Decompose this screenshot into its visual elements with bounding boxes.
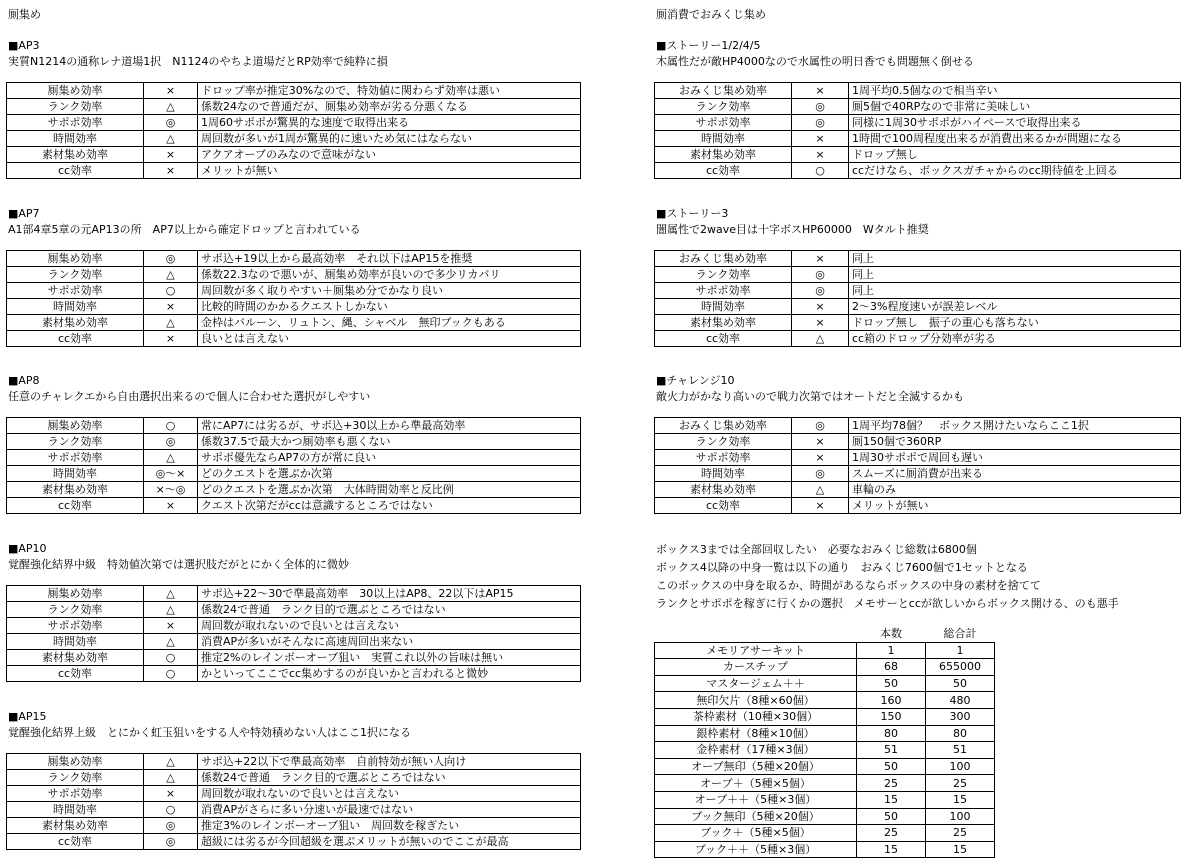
table-row — [655, 791, 995, 808]
table-row — [655, 808, 995, 825]
table-row — [7, 283, 581, 299]
item-total: 50 — [926, 675, 995, 692]
table-row — [7, 131, 581, 147]
rating-mark: ○ — [144, 418, 198, 434]
row-label: 素材集め効率 — [7, 147, 144, 163]
rating-mark: × — [792, 450, 849, 466]
row-comment: 1時間で100周程度出来るが消費出来るかが問題になる — [849, 131, 1181, 147]
row-comment: 係数37.5で最大かつ厠効率も悪くない — [198, 434, 581, 450]
item-total: 51 — [926, 742, 995, 759]
table-row — [7, 650, 581, 666]
rating-mark: × — [792, 498, 849, 514]
table-row — [655, 163, 1181, 179]
row-comment: 周回数が多いが1周が驚異的に速いため気にはならない — [198, 131, 581, 147]
row-label: ランク効率 — [7, 434, 144, 450]
left-column-title: 厠集め — [8, 8, 41, 21]
rating-mark: △ — [792, 331, 849, 347]
rating-mark: × — [792, 315, 849, 331]
row-label: cc効率 — [7, 331, 144, 347]
item-name: カースチップ — [655, 659, 857, 676]
right-section — [654, 38, 1181, 179]
table-row — [655, 659, 995, 676]
row-comment: 厠5個で40RPなので非常に美味しい — [849, 99, 1181, 115]
rating-mark: △ — [144, 267, 198, 283]
efficiency-table — [6, 753, 581, 850]
row-comment: 2～3%程度速いが誤差レベル — [849, 299, 1181, 315]
section-description: 任意のチャレクエから自由選択出来るので個人に合わせた選択がしやすい — [8, 390, 371, 403]
item-count: 15 — [857, 841, 926, 858]
item-count: 15 — [857, 791, 926, 808]
table-row — [7, 482, 581, 498]
rating-mark: ×～◎ — [144, 482, 198, 498]
rating-mark: ◎ — [792, 466, 849, 482]
table-row — [655, 825, 995, 842]
row-label: 厠集め効率 — [7, 754, 144, 770]
row-comment: アクアオーブのみなので意味がない — [198, 147, 581, 163]
row-comment: 1周60サポポが驚異的な速度で取得出来る — [198, 115, 581, 131]
rating-mark: △ — [144, 602, 198, 618]
item-total: 480 — [926, 692, 995, 709]
row-label: ランク効率 — [7, 99, 144, 115]
table-row — [655, 267, 1181, 283]
row-comment: 周回数が取れないので良いとは言えない — [198, 618, 581, 634]
row-label: 素材集め効率 — [655, 482, 792, 498]
rating-mark: × — [144, 299, 198, 315]
row-comment: 消費APがさらに多い分速いが最速ではない — [198, 802, 581, 818]
table-row — [7, 83, 581, 99]
row-comment: サポポ優先ならAP7の方が常に良い — [198, 450, 581, 466]
row-comment: cc箱のドロップ分効率が劣る — [849, 331, 1181, 347]
row-label: 厠集め効率 — [7, 83, 144, 99]
rating-mark: ◎ — [144, 115, 198, 131]
row-comment: サポ込+22～30で準最高効率 30以上はAP8、22以下はAP15 — [198, 586, 581, 602]
section-description: 覚醒強化結界上級 とにかく虹玉狙いをする人や特効積めない人はここ1択になる — [8, 726, 411, 739]
section-description: A1部4章5章の元AP13の所 AP7以上から確定ドロップと言われている — [8, 223, 361, 236]
row-label: cc効率 — [7, 163, 144, 179]
rating-mark: ◎ — [792, 267, 849, 283]
right-column-title: 厠消費でおみくじ集め — [656, 8, 766, 21]
note-line: ランクとサポポを稼ぎに行くかの選択 メモサーとccが欲しいからボックス開ける、のも悪手 — [656, 597, 1119, 610]
rating-mark: × — [144, 83, 198, 99]
row-comment: 1周平均0.5個なので相当辛い — [849, 83, 1181, 99]
row-comment: 厠150個で360RP — [849, 434, 1181, 450]
item-total: 100 — [926, 758, 995, 775]
table-row — [7, 602, 581, 618]
row-comment: メリットが無い — [849, 498, 1181, 514]
item-name: 銀枠素材（8種×10個） — [655, 725, 857, 742]
row-comment: ドロップ率が推定30%なので、特効値に関わらず効率は悪い — [198, 83, 581, 99]
efficiency-table — [6, 250, 581, 347]
table-row — [655, 115, 1181, 131]
left-section — [6, 38, 581, 179]
row-comment: 良いとは言えない — [198, 331, 581, 347]
rating-mark: △ — [144, 586, 198, 602]
section-heading: ■ストーリー1/2/4/5 — [656, 39, 761, 52]
row-label: 素材集め効率 — [7, 315, 144, 331]
rating-mark: △ — [144, 315, 198, 331]
table-row — [7, 315, 581, 331]
item-name: 金枠素材（17種×3個） — [655, 742, 857, 759]
table-row — [7, 163, 581, 179]
note-line: ボックス4以降の中身一覧は以下の通り おみくじ7600個で1セットとなる — [656, 561, 1028, 574]
row-comment: 金枠はバルーン、リュトン、縄、シャベル 無印ブックもある — [198, 315, 581, 331]
row-comment: ドロップ無し — [849, 147, 1181, 163]
row-label: cc効率 — [7, 834, 144, 850]
rating-mark: ◎ — [792, 115, 849, 131]
rating-mark: × — [792, 131, 849, 147]
item-total: 15 — [926, 841, 995, 858]
rating-mark: △ — [144, 754, 198, 770]
row-comment: サポ込+22以下で準最高効率 自前特効が無い人向け — [198, 754, 581, 770]
item-total: 100 — [926, 808, 995, 825]
rating-mark: △ — [792, 482, 849, 498]
item-total: 655000 — [926, 659, 995, 676]
row-label: cc効率 — [7, 666, 144, 682]
item-count: 50 — [857, 758, 926, 775]
row-comment: 周回数が取れないので良いとは言えない — [198, 786, 581, 802]
left-section — [6, 541, 581, 682]
table-row — [7, 586, 581, 602]
row-label: おみくじ集め効率 — [655, 83, 792, 99]
row-label: 素材集め効率 — [655, 315, 792, 331]
item-count: 50 — [857, 675, 926, 692]
table-row — [655, 692, 995, 709]
row-comment: 係数24で普通 ランク目的で選ぶところではない — [198, 770, 581, 786]
row-label: 時間効率 — [7, 131, 144, 147]
rating-mark: × — [792, 147, 849, 163]
row-label: サポポ効率 — [7, 786, 144, 802]
item-count: 25 — [857, 775, 926, 792]
row-comment: 1周平均78個？ ボックス開けたいならここ1択 — [849, 418, 1181, 434]
table-row — [655, 482, 1181, 498]
item-total: 80 — [926, 725, 995, 742]
row-label: 素材集め効率 — [7, 650, 144, 666]
table-row — [7, 466, 581, 482]
row-comment: スムーズに厠消費が出来る — [849, 466, 1181, 482]
row-label: 時間効率 — [655, 466, 792, 482]
row-label: 厠集め効率 — [7, 251, 144, 267]
item-total: 15 — [926, 791, 995, 808]
rating-mark: × — [144, 147, 198, 163]
row-label: ランク効率 — [655, 434, 792, 450]
row-comment: どのクエストを選ぶか次第 大体時間効率と反比例 — [198, 482, 581, 498]
table-row — [655, 283, 1181, 299]
table-row — [655, 99, 1181, 115]
item-count: 160 — [857, 692, 926, 709]
item-total: 25 — [926, 825, 995, 842]
row-label: cc効率 — [655, 331, 792, 347]
item-name: 茶枠素材（10種×30個） — [655, 708, 857, 725]
header-blank — [655, 626, 857, 642]
rating-mark: × — [792, 434, 849, 450]
table-row — [7, 115, 581, 131]
section-description: 木属性だが敵HP4000なので水属性の明日香でも問題無く倒せる — [656, 55, 974, 68]
rating-mark: ◎ — [144, 818, 198, 834]
section-heading: ■AP10 — [8, 542, 47, 555]
row-label: サポポ効率 — [655, 115, 792, 131]
item-count: 25 — [857, 825, 926, 842]
row-comment: 推定3%のレインボーオーブ狙い 周回数を稼ぎたい — [198, 818, 581, 834]
item-total: 25 — [926, 775, 995, 792]
rating-mark: ◎ — [792, 418, 849, 434]
row-comment: 超級には劣るが今回超級を選ぶメリットが無いのでここが最高 — [198, 834, 581, 850]
item-total: 1 — [926, 642, 995, 659]
row-comment: 1周30サポポで周回も遅い — [849, 450, 1181, 466]
table-row — [655, 299, 1181, 315]
table-row — [655, 331, 1181, 347]
left-section — [6, 373, 581, 514]
row-label: 時間効率 — [7, 802, 144, 818]
row-label: サポポ効率 — [655, 283, 792, 299]
section-heading: ■AP3 — [8, 39, 40, 52]
rating-mark: △ — [144, 770, 198, 786]
table-row — [655, 315, 1181, 331]
efficiency-table — [6, 585, 581, 682]
rating-mark: ◎ — [144, 834, 198, 850]
row-label: サポポ効率 — [7, 115, 144, 131]
section-description: 闇属性で2wave目は十字ボスHP60000 Wタルト推奨 — [656, 223, 929, 236]
row-label: 素材集め効率 — [7, 482, 144, 498]
section-heading: ■AP8 — [8, 374, 40, 387]
row-comment: 同上 — [849, 267, 1181, 283]
row-label: おみくじ集め効率 — [655, 418, 792, 434]
row-comment: 比較的時間のかかるクエストしかない — [198, 299, 581, 315]
rating-mark: ○ — [792, 163, 849, 179]
table-row — [7, 618, 581, 634]
right-section — [654, 373, 1181, 514]
row-label: サポポ効率 — [7, 450, 144, 466]
row-label: ランク効率 — [7, 770, 144, 786]
rating-mark: △ — [144, 634, 198, 650]
table-row — [7, 634, 581, 650]
row-label: 時間効率 — [655, 299, 792, 315]
item-name: 無印欠片（8種×60個） — [655, 692, 857, 709]
row-comment: 常にAP7には劣るが、サポ込+30以上から準最高効率 — [198, 418, 581, 434]
row-label: 時間効率 — [7, 634, 144, 650]
row-label: 厠集め効率 — [7, 586, 144, 602]
table-row — [7, 434, 581, 450]
section-heading: ■チャレンジ10 — [656, 374, 735, 387]
section-heading: ■ストーリー3 — [656, 207, 729, 220]
rating-mark: × — [792, 251, 849, 267]
table-row — [7, 418, 581, 434]
left-section — [6, 709, 581, 850]
table-row — [655, 642, 995, 659]
row-comment: 車輪のみ — [849, 482, 1181, 498]
table-row — [7, 786, 581, 802]
table-row — [655, 775, 995, 792]
efficiency-table — [6, 417, 581, 514]
table-row — [655, 498, 1181, 514]
table-row — [655, 418, 1181, 434]
table-row — [7, 834, 581, 850]
row-comment: どのクエストを選ぶか次第 — [198, 466, 581, 482]
row-comment: 消費APが多いがそんなに高速周回出来ない — [198, 634, 581, 650]
item-name: メモリアサーキット — [655, 642, 857, 659]
item-name: ブック無印（5種×20個） — [655, 808, 857, 825]
rating-mark: × — [792, 299, 849, 315]
item-count: 1 — [857, 642, 926, 659]
row-label: サポポ効率 — [7, 618, 144, 634]
note-line: ボックス3までは全部回収したい 必要なおみくじ総数は6800個 — [656, 543, 977, 556]
row-label: 厠集め効率 — [7, 418, 144, 434]
rating-mark: △ — [144, 99, 198, 115]
row-comment: 同上 — [849, 283, 1181, 299]
item-count: 68 — [857, 659, 926, 676]
row-comment: 同様に1周30サポポがハイペースで取得出来る — [849, 115, 1181, 131]
left-section — [6, 206, 581, 347]
row-comment: 同上 — [849, 251, 1181, 267]
right-section — [654, 206, 1181, 347]
table-row — [7, 147, 581, 163]
header-total: 総合計 — [926, 626, 995, 642]
rating-mark: × — [144, 331, 198, 347]
table-row — [655, 708, 995, 725]
row-comment: サポ込+19以上から最高効率 それ以下はAP15を推奨 — [198, 251, 581, 267]
row-comment: ccだけなら、ボックスガチャからのcc期待値を上回る — [849, 163, 1181, 179]
item-name: オーブ＋＋（5種×3個） — [655, 791, 857, 808]
table-row — [7, 770, 581, 786]
row-comment: クエスト次第だがccは意識するところではない — [198, 498, 581, 514]
rating-mark: × — [792, 83, 849, 99]
rating-mark: ◎ — [792, 283, 849, 299]
table-row — [7, 450, 581, 466]
row-comment: 係数22.3なので悪いが、厠集め効率が良いので多少リカバリ — [198, 267, 581, 283]
section-description: 敵火力がかなり高いので戦力次第ではオートだと全滅するかも — [656, 390, 964, 403]
header-count: 本数 — [857, 626, 926, 642]
table-row — [655, 251, 1181, 267]
row-label: 時間効率 — [7, 466, 144, 482]
row-label: サポポ効率 — [7, 283, 144, 299]
rating-mark: ○ — [144, 283, 198, 299]
row-label: cc効率 — [655, 498, 792, 514]
row-label: ランク効率 — [7, 602, 144, 618]
row-label: おみくじ集め効率 — [655, 251, 792, 267]
rating-mark: ◎ — [792, 99, 849, 115]
item-count: 50 — [857, 808, 926, 825]
rating-mark: × — [144, 618, 198, 634]
row-comment: 周回数が多く取りやすい＋厠集め分でかなり良い — [198, 283, 581, 299]
rating-mark: ◎～× — [144, 466, 198, 482]
item-name: オーブ無印（5種×20個） — [655, 758, 857, 775]
rating-mark: △ — [144, 450, 198, 466]
row-label: 時間効率 — [655, 131, 792, 147]
table-row — [655, 450, 1181, 466]
row-label: ランク効率 — [655, 99, 792, 115]
table-row — [7, 99, 581, 115]
table-row — [655, 675, 995, 692]
table-row — [7, 331, 581, 347]
table-row — [7, 666, 581, 682]
rating-mark: ◎ — [144, 434, 198, 450]
table-row — [655, 147, 1181, 163]
efficiency-table — [654, 250, 1181, 347]
table-row — [655, 758, 995, 775]
table-row — [655, 83, 1181, 99]
row-comment: 推定2%のレインボーオーブ狙い 実質これ以外の旨味は無い — [198, 650, 581, 666]
note-line: このボックスの中身を取るか、時間があるならボックスの中身の素材を捨てて — [656, 579, 1041, 592]
table-row — [655, 466, 1181, 482]
rating-mark: × — [144, 786, 198, 802]
rating-mark: △ — [144, 131, 198, 147]
rating-mark: ○ — [144, 650, 198, 666]
item-name: オーブ＋（5種×5個） — [655, 775, 857, 792]
table-row — [7, 818, 581, 834]
row-label: ランク効率 — [655, 267, 792, 283]
row-label: cc効率 — [7, 498, 144, 514]
section-description: 覚醒強化結界中級 特効値次第では選択肢だがとにかく全体的に微妙 — [8, 558, 349, 571]
table-row — [655, 841, 995, 858]
item-total: 300 — [926, 708, 995, 725]
rating-mark: × — [144, 163, 198, 179]
item-name: ブック＋（5種×5個） — [655, 825, 857, 842]
box-notes — [654, 541, 1119, 613]
table-row — [7, 251, 581, 267]
row-label: 素材集め効率 — [655, 147, 792, 163]
row-label: ランク効率 — [7, 267, 144, 283]
section-description: 実質N1214の通称レナ道場1択 N1124のやちよ道場だとRP効率で純粋に損 — [8, 55, 388, 68]
table-row — [7, 267, 581, 283]
efficiency-table — [654, 82, 1181, 179]
table-row — [7, 299, 581, 315]
table-row — [7, 802, 581, 818]
item-name: マスタージェム＋＋ — [655, 675, 857, 692]
row-comment: かといってここでcc集めするのが良いかと言われると微妙 — [198, 666, 581, 682]
row-comment: ドロップ無し 振子の重心も落ちない — [849, 315, 1181, 331]
item-count: 150 — [857, 708, 926, 725]
rating-mark: ○ — [144, 802, 198, 818]
section-heading: ■AP15 — [8, 710, 47, 723]
efficiency-table — [6, 82, 581, 179]
table-row — [655, 725, 995, 742]
table-row — [655, 131, 1181, 147]
table-row — [655, 434, 1181, 450]
box-contents-table — [654, 626, 995, 858]
table-row — [655, 742, 995, 759]
row-comment: メリットが無い — [198, 163, 581, 179]
item-name: ブック＋＋（5種×3個） — [655, 841, 857, 858]
table-header-row — [655, 626, 995, 642]
row-label: サポポ効率 — [655, 450, 792, 466]
row-label: 時間効率 — [7, 299, 144, 315]
rating-mark: ○ — [144, 666, 198, 682]
row-label: 素材集め効率 — [7, 818, 144, 834]
row-comment: 係数24なので普通だが、厠集め効率が劣る分悪くなる — [198, 99, 581, 115]
efficiency-table — [654, 417, 1181, 514]
table-row — [7, 754, 581, 770]
item-count: 51 — [857, 742, 926, 759]
section-heading: ■AP7 — [8, 207, 40, 220]
row-label: cc効率 — [655, 163, 792, 179]
rating-mark: × — [144, 498, 198, 514]
table-row — [7, 498, 581, 514]
item-count: 80 — [857, 725, 926, 742]
rating-mark: ◎ — [144, 251, 198, 267]
row-comment: 係数24で普通 ランク目的で選ぶところではない — [198, 602, 581, 618]
